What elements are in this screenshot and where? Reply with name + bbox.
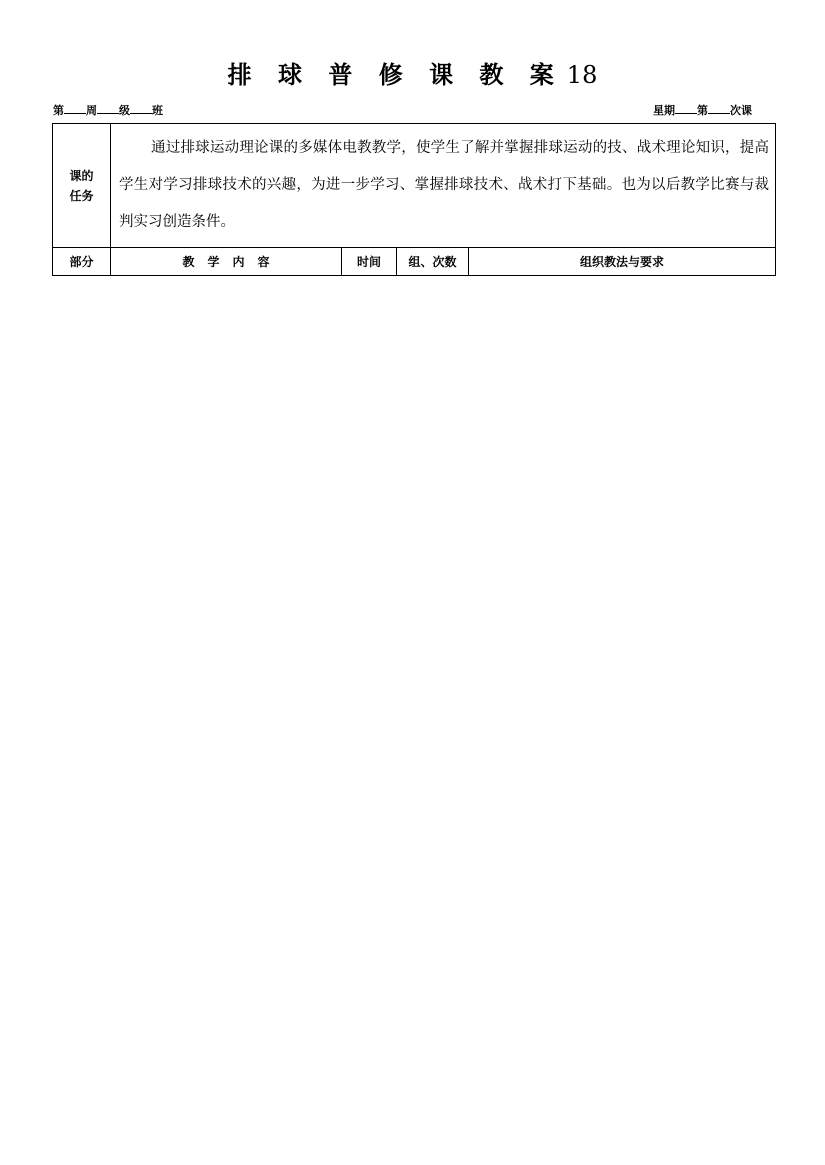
weekday-label: 星期 <box>653 104 675 117</box>
table-header-row <box>53 248 776 276</box>
grade-blank <box>97 103 119 114</box>
title-text: 排 球 普 修 课 教 案 <box>227 60 563 89</box>
weekday-lesson-line <box>653 102 752 118</box>
header-method: 组织教法与要求 <box>469 248 776 276</box>
header-groups: 组、次数 <box>397 248 469 276</box>
week-class-line <box>53 102 163 118</box>
grade-label: 级 <box>119 104 130 117</box>
task-content: 通过排球运动理论课的多媒体电教教学，使学生了解并掌握排球运动的技、战术理论知识，提高学生对学习排球技术的兴趣，为进一步学习、掌握排球技术、战术打下基础。也为以后教学比赛与裁判实习创造条件。 <box>111 124 776 248</box>
lesson-prefix: 第 <box>697 104 708 117</box>
header-time: 时间 <box>342 248 397 276</box>
title-number: 18 <box>566 61 598 89</box>
header-content: 教学内容 <box>111 248 342 276</box>
task-label-line1: 课的 <box>69 168 94 183</box>
week-blank <box>64 103 86 114</box>
lesson-blank <box>708 103 730 114</box>
task-label-cell <box>53 124 111 248</box>
task-label-line2: 任务 <box>69 188 94 203</box>
header-part: 部分 <box>53 248 111 276</box>
class-label: 班 <box>152 104 163 117</box>
lesson-label: 次课 <box>730 104 752 117</box>
week-prefix: 第 <box>53 104 64 117</box>
page-title <box>0 55 825 90</box>
week-label: 周 <box>86 104 97 117</box>
task-row <box>53 124 776 248</box>
class-blank <box>130 103 152 114</box>
weekday-blank <box>675 103 697 114</box>
lesson-plan-table <box>52 123 776 276</box>
